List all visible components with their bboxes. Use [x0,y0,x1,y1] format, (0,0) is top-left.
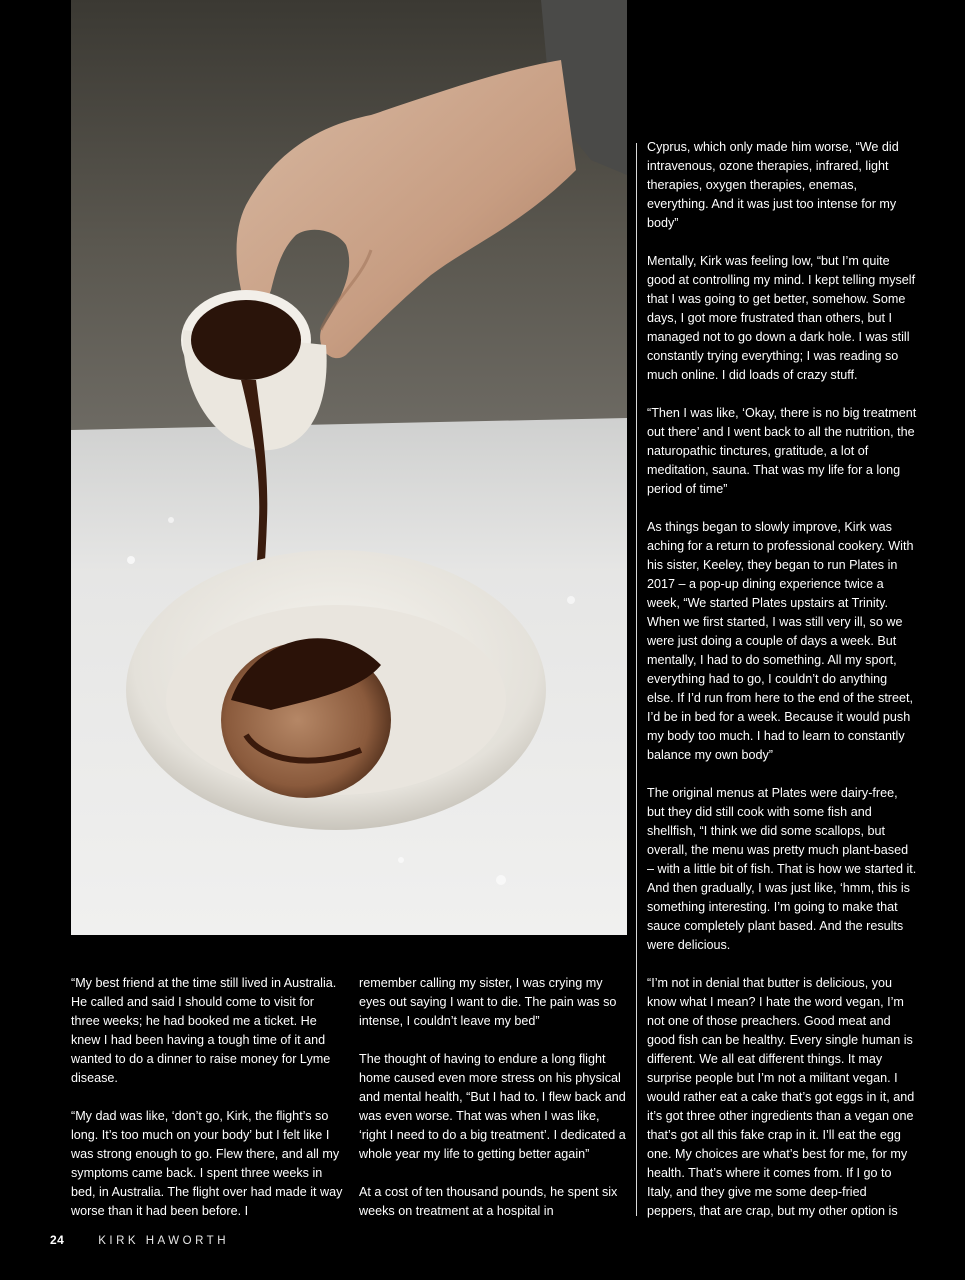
paragraph: At a cost of ten thousand pounds, he spent six weeks on treatment at a hospital in [359,1185,618,1218]
paragraph: The thought of having to endure a long flight home caused even more stress on his physical and mental health, “But I had to. I flew back and was even worse. That was when I was like, ‘right I need to do a big treatment’. I dedicated a whole year my life to getting better again” [359,1052,626,1161]
article-column-right [647,138,917,1221]
page-footer [50,1233,229,1247]
paragraph: As things began to slowly improve, Kirk was aching for a return to professional cookery. With his sister, Keeley, they began to run Plates in 2017 – a pop-up dining experience twice a week, “We started Plates upstairs at Trinity. When we first started, I was still very ill, so we were just doing a couple of days a week. But mentally, I had to do something. All my sport, everything had to go, I couldn’t do anything else. If I’d run from here to the end of the street, I’d be in bed for a week. Because it would push my body too much. I had to learn to constantly balance my own body” [647,520,914,762]
paragraph: “I’m not in denial that butter is delicious, you know what I mean? I hate the word vegan, I’m not one of those preachers. Good meat and good fish can be healthy. Every single human is different. We all eat different things. It may surprise people but I’m not a militant vegan. I would rather eat a cake that’s got eggs in it, and it’s got three other ingredients than a vegan one that’s got all this fake crap in it. I’ll eat the egg one. My choices are what’s best for me, for my health. That’s where it comes from. If I go to Italy, and they give me some deep-fried peppers, that are crap, but my other option is [647,976,915,1218]
article-column-bottom-left [71,974,343,1221]
page-number: 24 [50,1233,65,1247]
running-title: KIRK HAWORTH [98,1235,230,1247]
paragraph: Mentally, Kirk was feeling low, “but I’m quite good at controlling my mind. I kept telling myself that I was going to get better, somehow. Some days, I got more frustrated than others, but I managed not to go down a dark hole. I was still constantly trying everything; I was reading so much online. I did loads of crazy stuff. [647,254,916,382]
article-column-bottom-middle [359,974,629,1221]
paragraph: “My best friend at the time still lived in Australia. He called and said I should come to visit for three weeks; he had booked me a ticket. He knew I had been having a tough time of it and wanted to do a dinner to raise money for Lyme disease. [71,976,337,1085]
paragraph: “Then I was like, ‘Okay, there is no big treatment out there’ and I went back to all the nutrition, the naturopathic tinctures, gratitude, a lot of meditation, sauna. That was my life for a long period of time” [647,406,917,496]
paragraph: remember calling my sister, I was crying my eyes out saying I want to die. The pain was so intense, I couldn’t leave my bed” [359,976,617,1028]
paragraph: “My dad was like, ‘don’t go, Kirk, the flight’s so long. It’s too much on your body’ but I felt like I was strong enough to go. Flew there, and all my symptoms came back. I spent three weeks in bed, in Australia. The flight over had made it way worse than it had been before. I [71,1109,343,1218]
hero-photo [71,0,627,935]
paragraph: The original menus at Plates were dairy-free, but they did still cook with some fish and shellfish, “I think we did some scallops, but overall, the menu was pretty much plant-based – with a little bit of fish. That is how we started it. And then gradually, I was just like, ‘hmm, this is something interesting. I’m going to make that sauce completely plant based. And the results were delicious. [647,786,917,952]
paragraph: Cyprus, which only made him worse, “We did intravenous, ozone therapies, infrared, light therapies, oxygen therapies, enemas, everything. And it was just too intense for my body” [647,140,899,230]
column-rule [636,143,637,1216]
